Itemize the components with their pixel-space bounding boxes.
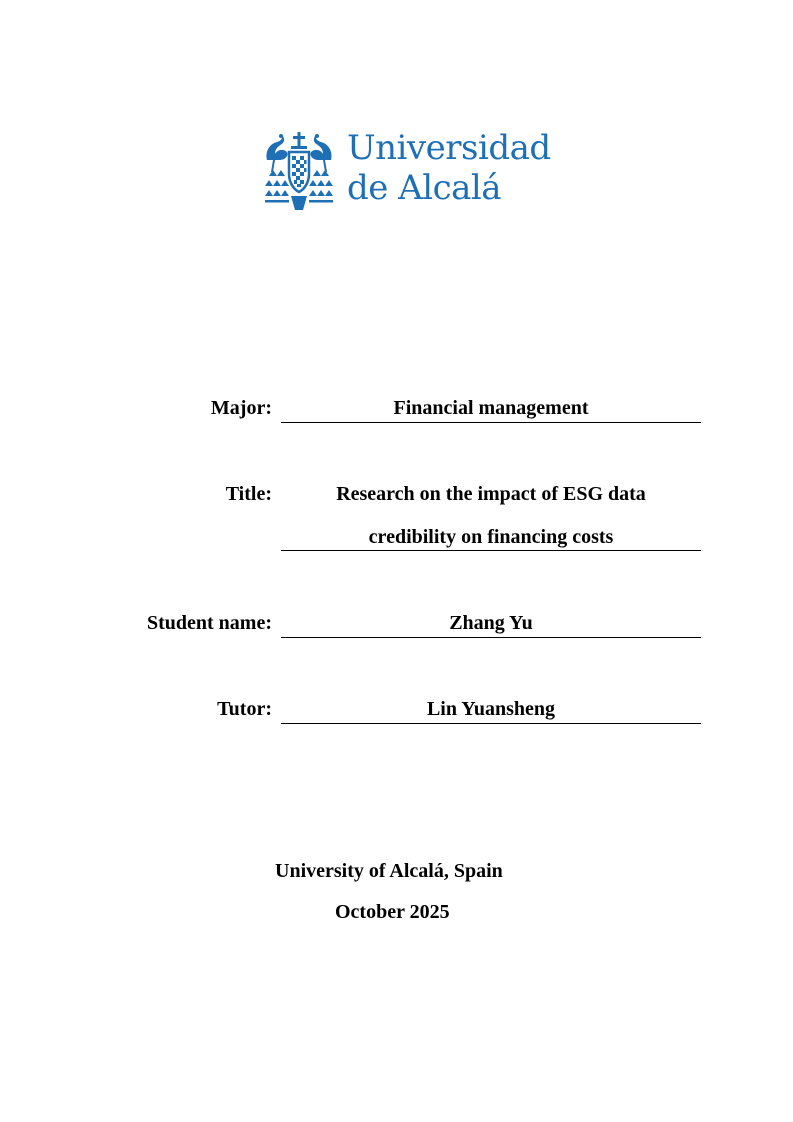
title-value [281,482,701,551]
logo-line-2: de Alcalá [347,168,502,208]
major-label: Major: [210,397,272,419]
university-crest-icon [263,130,335,214]
title-value-line-2: credibility on financing costs [368,526,614,548]
major-value-text: Financial management [393,397,589,419]
student-name-value [281,611,701,638]
logo-line-1: Universidad [347,128,551,168]
university-logo [263,128,551,214]
student-name-text: Zhang Yu [449,612,533,634]
major-value [281,396,701,423]
student-name-label: Student name: [146,612,272,634]
tutor-label: Tutor: [217,698,272,720]
logo-wordmark [347,128,551,208]
title-label: Title: [225,483,272,505]
footer-university: University of Alcalá, Spain [275,860,503,882]
tutor-value [281,697,701,724]
footer-date: October 2025 [335,901,450,923]
title-value-line-1: Research on the impact of ESG data [336,483,646,505]
tutor-name-text: Lin Yuansheng [426,698,556,720]
